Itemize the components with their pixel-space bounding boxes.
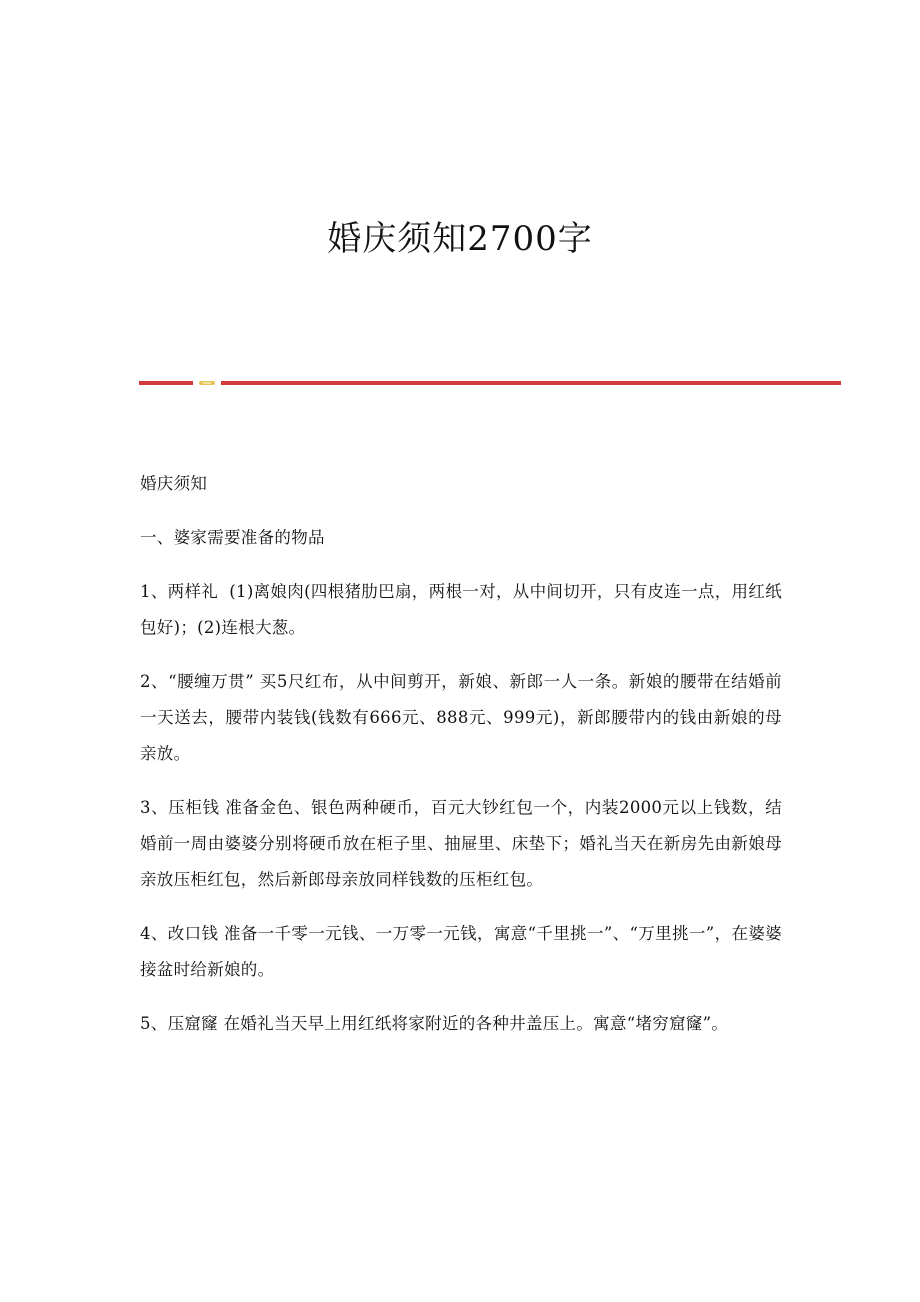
paragraph-item-5: 5、压窟窿 在婚礼当天早上用红纸将家附近的各种井盖压上。寓意“堵穷窟窿”。	[140, 1014, 729, 1033]
subsection-heading: 一、婆家需要准备的物品	[140, 528, 325, 547]
document-body	[140, 466, 782, 1060]
paragraph-item-3: 3、压柜钱 准备金色、银色两种硬币，百元大钞红包一个，内装2000元以上钱数，结婚前一周由婆婆分别将硬币放在柜子里、抽屉里、床垫下；婚礼当天在新房先由新娘母亲放压柜红包，然后新郎母亲放同样钱数的压柜红包。	[140, 798, 782, 889]
section-heading: 婚庆须知	[140, 474, 208, 493]
title-divider	[139, 380, 841, 386]
divider-ornament-icon	[197, 380, 217, 386]
page-title: 婚庆须知2700字	[327, 219, 593, 259]
paragraph-item-4: 4、改口钱 准备一千零一元钱、一万零一元钱，寓意“千里挑一”、“万里挑一”，在婆婆接盆时给新娘的。	[140, 924, 782, 979]
paragraph-item-2: 2、“腰缠万贯” 买5尺红布，从中间剪开，新娘、新郎一人一条。新娘的腰带在结婚前一天送去，腰带内装钱(钱数有666元、888元、999元)，新郎腰带内的钱由新娘的母亲放。	[140, 672, 782, 763]
divider-right-segment	[221, 381, 841, 385]
divider-left-segment	[139, 381, 193, 385]
paragraph-item-1: 1、两样礼 (1)离娘肉(四根猪肋巴扇，两根一对，从中间切开，只有皮连一点，用红纸包好)；(2)连根大葱。	[140, 582, 782, 637]
